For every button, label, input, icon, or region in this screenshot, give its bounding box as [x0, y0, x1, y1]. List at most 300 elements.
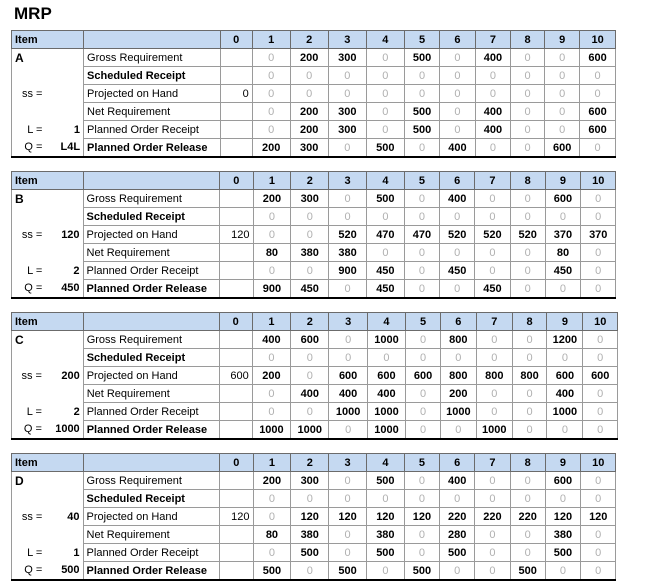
row-label: Projected on Hand [83, 508, 219, 526]
row-label: Planned Order Release [83, 280, 219, 299]
data-row [12, 349, 648, 367]
period-0-value [219, 490, 253, 508]
blank-header [83, 313, 219, 331]
param-value: 1000 [45, 421, 83, 440]
cell-value: 0 [511, 139, 545, 158]
cell-value: 0 [581, 490, 616, 508]
cell-value: 0 [253, 544, 291, 562]
cell-value: 0 [329, 208, 367, 226]
cell-value: 450 [545, 262, 580, 280]
cell-value: 1000 [291, 421, 329, 440]
cell-value: 0 [583, 331, 618, 349]
row-label: Projected on Hand [83, 367, 219, 385]
cell-value: 400 [440, 139, 475, 158]
cell-value: 0 [366, 121, 404, 139]
param-value: 450 [45, 280, 83, 299]
page-title: MRP [14, 4, 52, 23]
period-header: 9 [547, 313, 583, 331]
mrp-table-b [11, 171, 648, 299]
param-label: Q = [12, 280, 46, 299]
cell-value: 0 [366, 490, 404, 508]
cell-value: 0 [545, 562, 580, 581]
cell-value: 0 [366, 208, 404, 226]
param-label: L = [12, 262, 46, 280]
cell-value: 0 [581, 262, 616, 280]
row-label: Scheduled Receipt [83, 490, 219, 508]
cell-value: 400 [367, 385, 405, 403]
period-header: 1 [253, 454, 291, 472]
cell-value: 0 [291, 562, 329, 581]
data-row [12, 490, 648, 508]
cell-value: 200 [252, 139, 290, 158]
cell-value: 0 [406, 385, 441, 403]
cell-value: 0 [328, 139, 366, 158]
data-row [12, 367, 648, 385]
cell-value: 0 [581, 562, 616, 581]
cell-value: 600 [580, 121, 615, 139]
cell-value: 600 [580, 103, 615, 121]
cell-value: 0 [510, 544, 545, 562]
data-row [12, 226, 648, 244]
cell-value: 0 [291, 208, 329, 226]
cell-value: 600 [367, 367, 405, 385]
param-value [45, 385, 83, 403]
cell-value: 450 [366, 262, 404, 280]
cell-value: 400 [475, 49, 510, 67]
period-0-value [220, 67, 252, 85]
cell-value: 500 [366, 190, 404, 208]
cell-value: 0 [329, 349, 367, 367]
row-label: Planned Order Receipt [83, 262, 219, 280]
period-header: 7 [475, 454, 510, 472]
param-label [12, 490, 46, 508]
header-row [12, 172, 648, 190]
cell-value: 0 [475, 85, 510, 103]
param-label [12, 67, 46, 85]
cell-value: 0 [440, 121, 475, 139]
cell-value: 0 [404, 262, 439, 280]
cell-value: 0 [440, 280, 475, 299]
cell-value: 500 [404, 562, 439, 581]
cell-value: 520 [510, 226, 545, 244]
header-row [12, 31, 648, 49]
data-row [12, 526, 648, 544]
param-value: 40 [45, 508, 83, 526]
param-label: ss = [12, 508, 46, 526]
period-0-value [220, 103, 252, 121]
cell-value: 120 [366, 508, 404, 526]
row-label: Planned Order Receipt [84, 121, 221, 139]
period-header: 5 [404, 172, 439, 190]
cell-value: 0 [512, 403, 547, 421]
period-header: 5 [406, 313, 441, 331]
cell-value: 470 [366, 226, 404, 244]
item-header: Item [12, 172, 84, 190]
cell-value: 520 [329, 226, 367, 244]
cell-value: 0 [581, 244, 616, 262]
param-value: 200 [45, 367, 83, 385]
period-0-value: 0 [220, 85, 252, 103]
row-label: Scheduled Receipt [83, 349, 219, 367]
cell-value: 0 [440, 85, 475, 103]
cell-value: 0 [475, 190, 510, 208]
blank-header [83, 454, 219, 472]
period-0-value [219, 262, 253, 280]
param-value [45, 331, 83, 349]
cell-value: 600 [583, 367, 618, 385]
period-header: 9 [545, 172, 580, 190]
mrp-table-d [11, 453, 648, 581]
period-0-value: 120 [219, 226, 253, 244]
cell-value: 500 [404, 49, 439, 67]
cell-value: 0 [544, 85, 579, 103]
period-header: 7 [475, 31, 510, 49]
cell-value: 0 [366, 85, 404, 103]
cell-value: 120 [404, 508, 439, 526]
cell-value: 500 [366, 544, 404, 562]
cell-value: 0 [329, 280, 367, 299]
cell-value: 0 [510, 190, 545, 208]
cell-value: 0 [406, 403, 441, 421]
period-header: 10 [581, 172, 616, 190]
period-0-value [219, 331, 252, 349]
cell-value: 0 [404, 544, 439, 562]
row-label: Gross Requirement [83, 472, 219, 490]
cell-value: 0 [252, 403, 290, 421]
mrp-table-c [11, 312, 648, 440]
data-row [12, 49, 648, 67]
header-row [12, 313, 648, 331]
cell-value: 1000 [367, 403, 405, 421]
cell-value: 0 [252, 103, 290, 121]
cell-value: 0 [547, 349, 583, 367]
cell-value: 0 [253, 262, 291, 280]
cell-value: 400 [440, 472, 475, 490]
cell-value: 370 [581, 226, 616, 244]
cell-value: 1000 [476, 421, 512, 440]
cell-value: 0 [581, 544, 616, 562]
row-label: Planned Order Receipt [83, 403, 219, 421]
row-label: Planned Order Release [84, 139, 221, 158]
cell-value: 0 [252, 385, 290, 403]
period-header: 5 [404, 454, 439, 472]
period-header: 0 [220, 31, 252, 49]
cell-value: 0 [583, 349, 618, 367]
cell-value: 300 [290, 139, 328, 158]
cell-value: 0 [510, 472, 545, 490]
cell-value: 0 [512, 331, 547, 349]
cell-value: 0 [440, 349, 476, 367]
cell-value: 280 [440, 526, 475, 544]
cell-value: 450 [291, 280, 329, 299]
period-header: 10 [583, 313, 618, 331]
param-label [12, 526, 46, 544]
cell-value: 0 [510, 262, 545, 280]
param-value [45, 67, 83, 85]
cell-value: 0 [406, 331, 441, 349]
cell-value: 0 [545, 208, 580, 226]
row-label: Net Requirement [83, 385, 219, 403]
cell-value: 0 [290, 85, 328, 103]
item-name: C [12, 331, 45, 349]
data-row [12, 421, 648, 440]
cell-value: 500 [366, 472, 404, 490]
param-label: Q = [12, 421, 45, 440]
cell-value: 120 [545, 508, 580, 526]
cell-value: 120 [329, 508, 367, 526]
cell-value: 0 [406, 349, 441, 367]
cell-value: 0 [475, 490, 510, 508]
cell-value: 0 [367, 349, 405, 367]
row-label: Gross Requirement [83, 331, 219, 349]
cell-value: 0 [404, 67, 439, 85]
cell-value: 0 [475, 244, 510, 262]
cell-value: 0 [545, 280, 580, 299]
period-0-value [219, 208, 253, 226]
period-header: 8 [510, 454, 545, 472]
cell-value: 0 [329, 544, 367, 562]
cell-value: 800 [476, 367, 512, 385]
cell-value: 0 [510, 526, 545, 544]
param-label [12, 208, 46, 226]
period-header: 4 [367, 313, 405, 331]
cell-value: 600 [544, 139, 579, 158]
period-header: 6 [440, 31, 475, 49]
blank-header [83, 172, 219, 190]
cell-value: 80 [545, 244, 580, 262]
cell-value: 200 [253, 190, 291, 208]
cell-value: 380 [329, 244, 367, 262]
param-label: L = [12, 544, 46, 562]
cell-value: 380 [291, 526, 329, 544]
period-0-value [219, 472, 253, 490]
period-0-value [219, 526, 253, 544]
cell-value: 0 [544, 103, 579, 121]
period-0-value [219, 385, 252, 403]
cell-value: 0 [440, 490, 475, 508]
cell-value: 0 [329, 526, 367, 544]
period-0-value [220, 121, 252, 139]
param-value [45, 244, 83, 262]
cell-value: 500 [440, 544, 475, 562]
cell-value: 0 [510, 280, 545, 299]
cell-value: 0 [404, 280, 439, 299]
param-value: 1 [45, 544, 83, 562]
param-label [12, 349, 45, 367]
period-header: 2 [290, 31, 328, 49]
param-label: ss = [12, 226, 46, 244]
cell-value: 500 [291, 544, 329, 562]
cell-value: 500 [404, 121, 439, 139]
data-row [12, 280, 648, 299]
item-name: B [12, 190, 46, 208]
cell-value: 0 [511, 49, 545, 67]
cell-value: 300 [291, 472, 329, 490]
cell-value: 0 [510, 244, 545, 262]
cell-value: 1200 [547, 331, 583, 349]
cell-value: 0 [404, 208, 439, 226]
data-row [12, 403, 648, 421]
cell-value: 0 [583, 421, 618, 440]
period-header: 0 [219, 313, 252, 331]
cell-value: 800 [440, 367, 476, 385]
cell-value: 600 [580, 49, 615, 67]
cell-value: 0 [253, 226, 291, 244]
cell-value: 380 [291, 244, 329, 262]
cell-value: 0 [253, 208, 291, 226]
row-label: Planned Order Receipt [83, 544, 219, 562]
cell-value: 0 [252, 85, 290, 103]
cell-value: 600 [329, 367, 367, 385]
data-row [12, 544, 648, 562]
param-value [45, 472, 83, 490]
period-0-value [219, 190, 253, 208]
cell-value: 1000 [329, 403, 367, 421]
param-label: ss = [12, 85, 46, 103]
cell-value: 200 [253, 472, 291, 490]
cell-value: 0 [475, 526, 510, 544]
cell-value: 1000 [252, 421, 290, 440]
cell-value: 220 [475, 508, 510, 526]
cell-value: 0 [544, 121, 579, 139]
cell-value: 0 [475, 544, 510, 562]
period-header: 1 [252, 31, 290, 49]
cell-value: 0 [404, 490, 439, 508]
cell-value: 0 [328, 85, 366, 103]
cell-value: 450 [440, 262, 475, 280]
cell-value: 370 [545, 226, 580, 244]
cell-value: 600 [406, 367, 441, 385]
data-row [12, 139, 648, 158]
data-row [12, 385, 648, 403]
row-label: Scheduled Receipt [84, 67, 221, 85]
data-row [12, 331, 648, 349]
param-label [12, 385, 45, 403]
cell-value: 0 [580, 139, 615, 158]
cell-value: 800 [440, 331, 476, 349]
cell-value: 300 [328, 103, 366, 121]
cell-value: 0 [440, 244, 475, 262]
row-label: Gross Requirement [84, 49, 221, 67]
cell-value: 0 [511, 67, 545, 85]
cell-value: 900 [329, 262, 367, 280]
cell-value: 0 [440, 103, 475, 121]
period-header: 1 [252, 313, 290, 331]
cell-value: 400 [475, 121, 510, 139]
data-row [12, 244, 648, 262]
cell-value: 0 [291, 349, 329, 367]
cell-value: 0 [366, 562, 404, 581]
param-label: L = [12, 121, 46, 139]
data-row [12, 472, 648, 490]
period-0-value: 600 [219, 367, 252, 385]
cell-value: 400 [440, 190, 475, 208]
param-value [45, 526, 83, 544]
cell-value: 0 [329, 190, 367, 208]
cell-value: 0 [291, 490, 329, 508]
param-value: L4L [45, 139, 83, 158]
cell-value: 0 [329, 490, 367, 508]
period-header: 6 [440, 172, 475, 190]
cell-value: 0 [329, 472, 367, 490]
period-0-value [219, 280, 253, 299]
cell-value: 400 [291, 385, 329, 403]
period-0-value [219, 544, 253, 562]
cell-value: 0 [404, 526, 439, 544]
cell-value: 0 [581, 208, 616, 226]
period-header: 7 [475, 172, 510, 190]
cell-value: 1000 [440, 403, 476, 421]
cell-value: 0 [404, 244, 439, 262]
cell-value: 0 [544, 49, 579, 67]
period-header: 4 [366, 172, 404, 190]
data-row [12, 208, 648, 226]
cell-value: 0 [581, 472, 616, 490]
period-header: 3 [329, 313, 367, 331]
cell-value: 380 [366, 526, 404, 544]
period-header: 0 [219, 454, 253, 472]
cell-value: 500 [545, 544, 580, 562]
cell-value: 1000 [367, 421, 405, 440]
cell-value: 400 [252, 331, 290, 349]
period-header: 8 [510, 172, 545, 190]
param-value: 120 [45, 226, 83, 244]
blank-header [84, 31, 221, 49]
cell-value: 500 [404, 103, 439, 121]
cell-value: 380 [545, 526, 580, 544]
period-header: 2 [291, 454, 329, 472]
cell-value: 0 [253, 508, 291, 526]
param-label [12, 244, 46, 262]
cell-value: 0 [510, 208, 545, 226]
cell-value: 120 [581, 508, 616, 526]
period-0-value: 120 [219, 508, 253, 526]
row-label: Projected on Hand [84, 85, 221, 103]
data-row [12, 85, 648, 103]
cell-value: 450 [475, 280, 510, 299]
cell-value: 500 [366, 139, 404, 158]
cell-value: 200 [252, 367, 290, 385]
cell-value: 0 [404, 472, 439, 490]
param-value: 2 [45, 262, 83, 280]
period-header: 0 [219, 172, 253, 190]
period-0-value [220, 139, 252, 158]
row-label: Planned Order Release [83, 421, 219, 440]
cell-value: 0 [581, 190, 616, 208]
cell-value: 0 [475, 562, 510, 581]
period-header: 8 [511, 31, 545, 49]
cell-value: 0 [440, 421, 476, 440]
cell-value: 0 [581, 280, 616, 299]
item-name: A [12, 49, 46, 67]
period-0-value [219, 421, 252, 440]
cell-value: 0 [583, 403, 618, 421]
row-label: Net Requirement [84, 103, 221, 121]
period-header: 10 [581, 454, 616, 472]
cell-value: 900 [253, 280, 291, 299]
cell-value: 500 [510, 562, 545, 581]
cell-value: 0 [291, 226, 329, 244]
item-header: Item [12, 454, 84, 472]
cell-value: 0 [512, 421, 547, 440]
cell-value: 0 [583, 385, 618, 403]
cell-value: 500 [253, 562, 291, 581]
cell-value: 0 [580, 85, 615, 103]
data-row [12, 103, 648, 121]
param-label: Q = [12, 562, 46, 581]
cell-value: 0 [476, 385, 512, 403]
cell-value: 0 [440, 208, 475, 226]
